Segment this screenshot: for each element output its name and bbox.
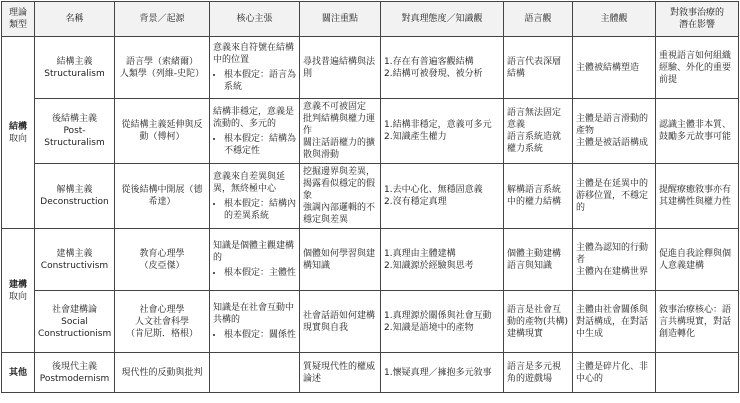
theory-name-en: Social Constructionism (38, 316, 112, 339)
header-focus: 關注重點 (300, 2, 381, 37)
theory-name (35, 353, 115, 393)
core-assumption-list (213, 329, 296, 341)
focus-cell: 意義不可被固定 批判結構與權力運作 關注話語權力的擴散與滑動 (300, 99, 381, 164)
theory-name (35, 229, 115, 291)
language-cell: 語言是社會互動的產物(共構) 建構現實 (504, 291, 573, 353)
theory-name-cn: 解構主義 (56, 185, 93, 195)
language-cell: 解構語言系統中的權力結構 (504, 164, 573, 229)
background-cell: 從結構主義延伸與反動（傅柯） (115, 99, 210, 164)
influence-cell: 重視語言如何組織經驗、外化的重要前提 (656, 37, 739, 99)
core-assumption-list (213, 267, 296, 279)
theory-name-en: Structuralism (44, 68, 105, 79)
header-language: 語言觀 (504, 2, 573, 37)
background-cell: 社會心理學 人文社會科學 （肯尼斯．格根） (115, 291, 210, 353)
theory-name (35, 164, 115, 229)
background-cell: 現代性的反動與批判 (115, 353, 210, 393)
subject-cell: 主體被結構塑造 (573, 37, 656, 99)
theory-name (35, 291, 115, 353)
header-truth: 對真理態度／知識觀 (381, 2, 504, 37)
influence-cell: 提醒療癒敘事亦有其建構性與權力性 (656, 164, 739, 229)
table-row (2, 164, 739, 229)
influence-cell: 促進自我詮釋與個人意義建構 (656, 229, 739, 291)
table-row (2, 99, 739, 164)
header-influence: 對敘事治療的 潛在影響 (656, 2, 739, 37)
core-cell (210, 37, 300, 99)
theory-name-cn: 建構主義 (56, 248, 93, 259)
truth-cell: 1.去中心化、無穩固意義 2.沒有穩定真理 (381, 164, 504, 229)
core-assumption: • 根本假定：結構內的差異系統 (224, 198, 296, 222)
influence-cell: 敘事治療核心：語言共構現實，對話創造轉化 (656, 291, 739, 353)
header-core: 核心主張 (210, 2, 300, 37)
core-assumption: • 根本假定：關係性 (224, 329, 296, 341)
header-row (2, 2, 739, 37)
truth-cell: 1.存在有普遍客觀結構 2.結構可被發現、被分析 (381, 37, 504, 99)
focus-cell: 質疑現代性的權威論述 (300, 353, 381, 393)
core-claim: 知識是個體主觀建構的 (213, 241, 295, 263)
table-row (2, 291, 739, 353)
subject-cell: 主體是語言滑動的產物 主體是被話語構成 (573, 99, 656, 164)
core-claim: 結構非穩定，意義是流動的、多元的 (213, 106, 295, 129)
core-claim: 知識是在社會互動中共構的 (213, 303, 295, 325)
focus-cell: 社會話語如何建構現實與自我 (300, 291, 381, 353)
core-cell (210, 291, 300, 353)
category-cell (2, 229, 35, 353)
table-row (2, 37, 739, 99)
header-background: 背景／起源 (115, 2, 210, 37)
truth-cell: 1.真理由主體建構 2.知識源於經驗與思考 (381, 229, 504, 291)
theory-comparison-table (1, 1, 739, 393)
focus-cell: 尋找普遍結構與法則 (300, 37, 381, 99)
core-cell (210, 229, 300, 291)
truth-cell: 1.結構非穩定，意義可多元 2.知識產生權力 (381, 99, 504, 164)
core-assumption-list (213, 133, 296, 157)
core-cell (210, 353, 300, 393)
theory-name-en: Post-Structuralism (44, 126, 105, 148)
category-cell (2, 353, 35, 393)
theory-name-en: Deconstruction (40, 197, 109, 207)
theory-name-en: Postmodernism (39, 373, 110, 384)
theory-name-en: Constructivism (40, 260, 109, 271)
core-assumption-list (213, 198, 296, 222)
background-cell: 語言學（索緒爾） 人類學（列維-史陀） (115, 37, 210, 99)
theory-name-cn: 社會建構論 (51, 304, 97, 315)
background-cell: 教育心理學 （皮亞傑） (115, 229, 210, 291)
category-sub: 取向 (8, 291, 27, 302)
background-cell: 從後結構中開展（德希達） (115, 164, 210, 229)
subject-cell: 主體由社會關係與對話構成，在對話中生成 (573, 291, 656, 353)
subject-cell: 主體為認知的行動者 主體內在建構世界 (573, 229, 656, 291)
language-cell: 語言代表深層結構 (504, 37, 573, 99)
truth-cell: 1.真理源於關係與社會互動 2.知識是語境中的產物 (381, 291, 504, 353)
core-claim: 意義來自符號在結構中的位置 (213, 43, 295, 65)
influence-cell: 認識主體非本質、鼓勵多元故事可能 (656, 99, 739, 164)
subject-cell: 主體是碎片化、非中心的 (573, 353, 656, 393)
language-cell: 語言是多元視角的遊戲場 (504, 353, 573, 393)
core-assumption: • 根本假定：語言為系統 (224, 69, 296, 93)
language-cell: 語言無法固定意義 語言系統造就權力系統 (504, 99, 573, 164)
category-main: 結構 (8, 121, 27, 132)
language-cell: 個體主動建構語言與知識 (504, 229, 573, 291)
focus-cell: 挖掘邊界與差異，揭露看似穩定的假象 強調內部邏輯的不穩定與差異 (300, 164, 381, 229)
header-subject: 主體觀 (573, 2, 656, 37)
table-row (2, 229, 739, 291)
header-name: 名稱 (35, 2, 115, 37)
focus-cell: 個體如何學習與建構知識 (300, 229, 381, 291)
theory-name (35, 37, 115, 99)
theory-name-cn: 後現代主義 (51, 361, 97, 372)
theory-name-cn: 結構主義 (56, 56, 93, 67)
header-type: 理論 類型 (2, 2, 35, 37)
truth-cell: 1.懷疑真理／擁抱多元敘事 (381, 353, 504, 393)
core-cell (210, 164, 300, 229)
core-assumption-list (213, 69, 296, 93)
subject-cell: 主體是在延異中的游移位置，不穩定的 (573, 164, 656, 229)
core-claim: 意義來自差異與延異，無終極中心 (213, 171, 286, 194)
core-assumption: • 根本假定：結構為不穩定性 (224, 133, 296, 157)
category-cell (2, 37, 35, 229)
theory-name-cn: 後結構主義 (51, 114, 97, 124)
table-row (2, 353, 739, 393)
theory-name (35, 99, 115, 164)
core-cell (210, 99, 300, 164)
category-sub: 取向 (8, 133, 27, 144)
category-main: 其他 (8, 367, 27, 378)
core-assumption: • 根本假定：主體性 (224, 267, 296, 279)
category-main: 建構 (8, 279, 27, 290)
influence-cell (656, 353, 739, 393)
